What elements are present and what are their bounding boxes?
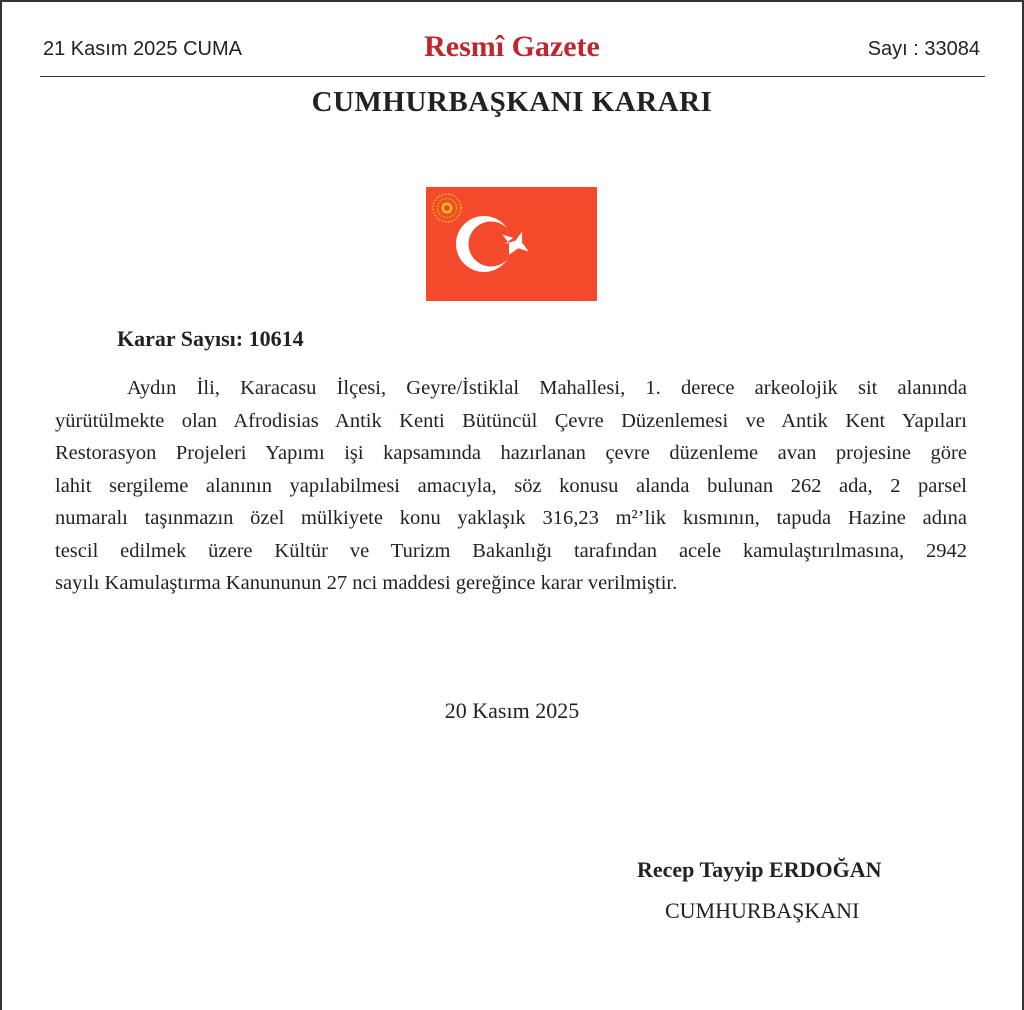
decree-heading: CUMHURBAŞKANI KARARI bbox=[311, 86, 713, 118]
body-line: tescil edilmek üzere Kültür ve Turizm Bakanlığı tarafından acele kamulaştırılmasına, 2942 bbox=[55, 539, 967, 562]
gazette-issue-number: Sayı : 33084 bbox=[867, 38, 980, 60]
body-line: Restorasyon Projeleri Yapımı işi kapsamında hazırlanan çevre düzenleme avan projesine göre bbox=[55, 442, 967, 464]
decree-body bbox=[55, 372, 967, 600]
gazette-title: Resmî Gazete bbox=[424, 30, 600, 63]
body-line: lahit sergileme alanının yapılabilmesi amacıyla, söz konusu alanda bulunan 262 ada, 2 parsel bbox=[55, 474, 967, 497]
signer-name: Recep Tayyip ERDOĞAN bbox=[637, 857, 882, 882]
gazette-date: 21 Kasım 2025 CUMA bbox=[43, 38, 242, 60]
decision-number: Karar Sayısı: 10614 bbox=[117, 326, 304, 351]
decision-date: 20 Kasım 2025 bbox=[444, 698, 580, 723]
body-line: sayılı Kamulaştırma Kanununun 27 nci maddesi gereğince karar verilmiştir. bbox=[55, 572, 678, 594]
body-line: numaralı taşınmazın özel mülkiyete konu yaklaşık 316,23 m²’lik kısmının, tapuda Hazine adına bbox=[55, 507, 967, 529]
body-line: yürütülmekte olan Afrodisias Antik Kenti Bütüncül Çevre Düzenlemesi ve Antik Kent Yapıları bbox=[55, 409, 967, 432]
signer-title: CUMHURBAŞKANI bbox=[665, 898, 860, 923]
header-divider bbox=[40, 76, 985, 77]
turkish-flag-icon bbox=[426, 187, 597, 301]
body-line: Aydın İli, Karacasu İlçesi, Geyre/İstiklal Mahallesi, 1. derece arkeolojik sit alanında bbox=[127, 377, 967, 399]
